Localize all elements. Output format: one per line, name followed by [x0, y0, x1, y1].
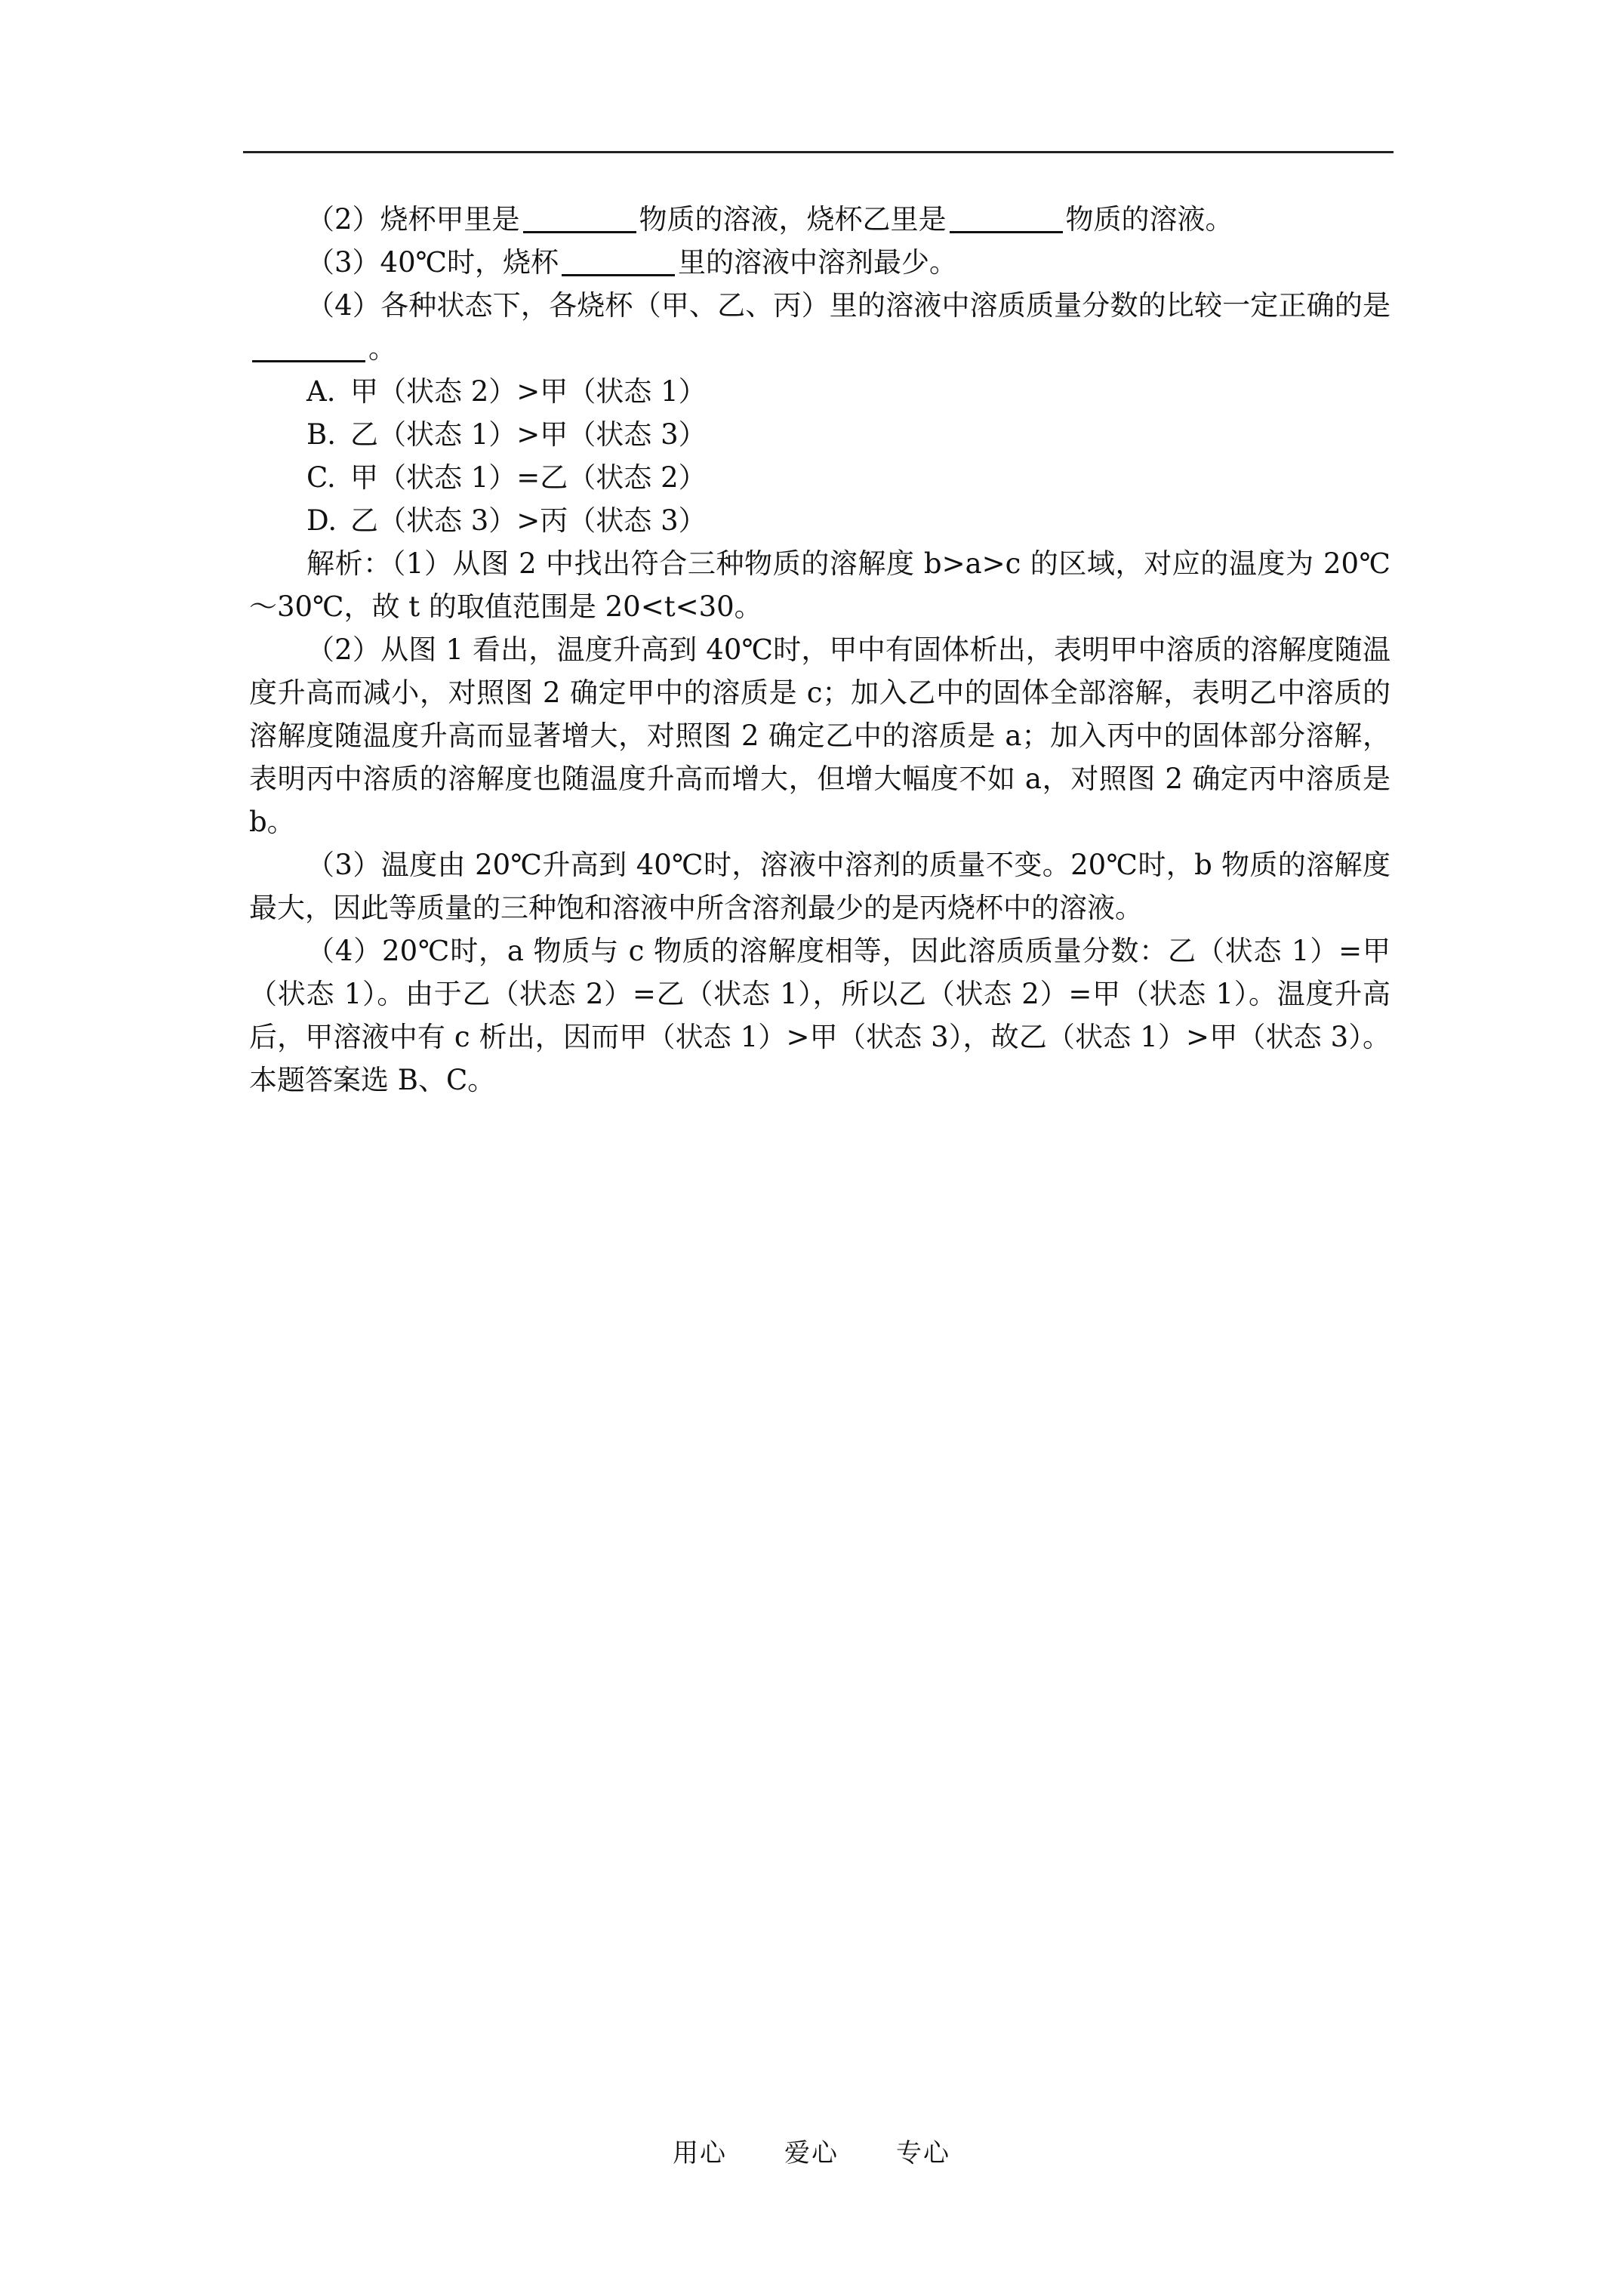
analysis-paragraph-1: 解析：（1）从图 2 中找出符合三种物质的溶解度 b>a>c 的区域，对应的温度为 20℃～30℃，故 t 的取值范围是 20<t<30。 — [249, 547, 1390, 623]
q4-blank — [252, 330, 365, 362]
option-a — [249, 370, 1390, 413]
q4-text-1: （4）各种状态下，各烧杯（甲、乙、丙）里的溶液中溶质质量分数的比较一定正确的是 — [306, 289, 1390, 322]
q2-text-1: （2）烧杯甲里是 — [306, 203, 520, 236]
footer-word-3: 专心 — [896, 2138, 950, 2168]
header-rule — [243, 151, 1394, 153]
q2-blank-2 — [950, 201, 1063, 233]
q4-text-2: 。 — [368, 332, 396, 365]
option-text: 乙（状态 3）>丙（状态 3） — [350, 504, 707, 537]
page-footer — [0, 2138, 1623, 2168]
question-4 — [249, 284, 1390, 370]
question-3 — [249, 241, 1390, 284]
q3-text-1: （3）40℃时，烧杯 — [306, 246, 559, 279]
option-text: 乙（状态 1）>甲（状态 3） — [350, 418, 707, 451]
option-text: 甲（状态 2）>甲（状态 1） — [350, 375, 707, 408]
analysis-paragraph-3: （3）温度由 20℃升高到 40℃时，溶液中溶剂的质量不变。20℃时，b 物质的溶解度最大，因此等质量的三种饱和溶液中所含溶剂最少的是丙烧杯中的溶液。 — [249, 849, 1390, 924]
option-letter: D. — [306, 504, 337, 537]
option-b — [249, 413, 1390, 456]
option-d — [249, 499, 1390, 542]
analysis-paragraph-2: （2）从图 1 看出，温度升高到 40℃时，甲中有固体析出，表明甲中溶质的溶解度随温度升高而减小，对照图 2 确定甲中的溶质是 c；加入乙中的固体全部溶解，表明乙中溶质的溶解度随温度升高而显著增大，对照图 2 确定乙中的溶质是 a；加入丙中的固体部分溶解，表明丙中溶质的溶解度也随温度升高而增大，但增大幅度不如 a，对照图 2 确定丙中溶质是 b。 — [249, 633, 1390, 838]
q2-text-2: 物质的溶液，烧杯乙里是 — [639, 203, 947, 236]
option-text: 甲（状态 1）=乙（状态 2） — [350, 461, 707, 494]
option-letter: B. — [306, 418, 336, 451]
footer-word-2: 爱心 — [784, 2138, 839, 2168]
q3-blank — [562, 244, 675, 276]
analysis-paragraph-4: （4）20℃时，a 物质与 c 物质的溶解度相等，因此溶质质量分数：乙（状态 1）=甲（状态 1）。由于乙（状态 2）=乙（状态 1），所以乙（状态 2）=甲（状态 1）。温度升高后，甲溶液中有 c 析出，因而甲（状态 1）>甲（状态 3），故乙（状态 1）>甲（状态 3）。本题答案选 B、C。 — [249, 935, 1390, 1096]
q3-text-2: 里的溶液中溶剂最少。 — [678, 246, 958, 279]
document-body — [249, 198, 1390, 1102]
q2-blank-1 — [523, 201, 636, 233]
option-letter: C. — [306, 461, 336, 494]
option-c — [249, 456, 1390, 499]
question-2 — [249, 198, 1390, 241]
footer-word-1: 用心 — [673, 2138, 727, 2168]
option-letter: A. — [306, 375, 336, 408]
q2-text-3: 物质的溶液。 — [1065, 203, 1233, 236]
